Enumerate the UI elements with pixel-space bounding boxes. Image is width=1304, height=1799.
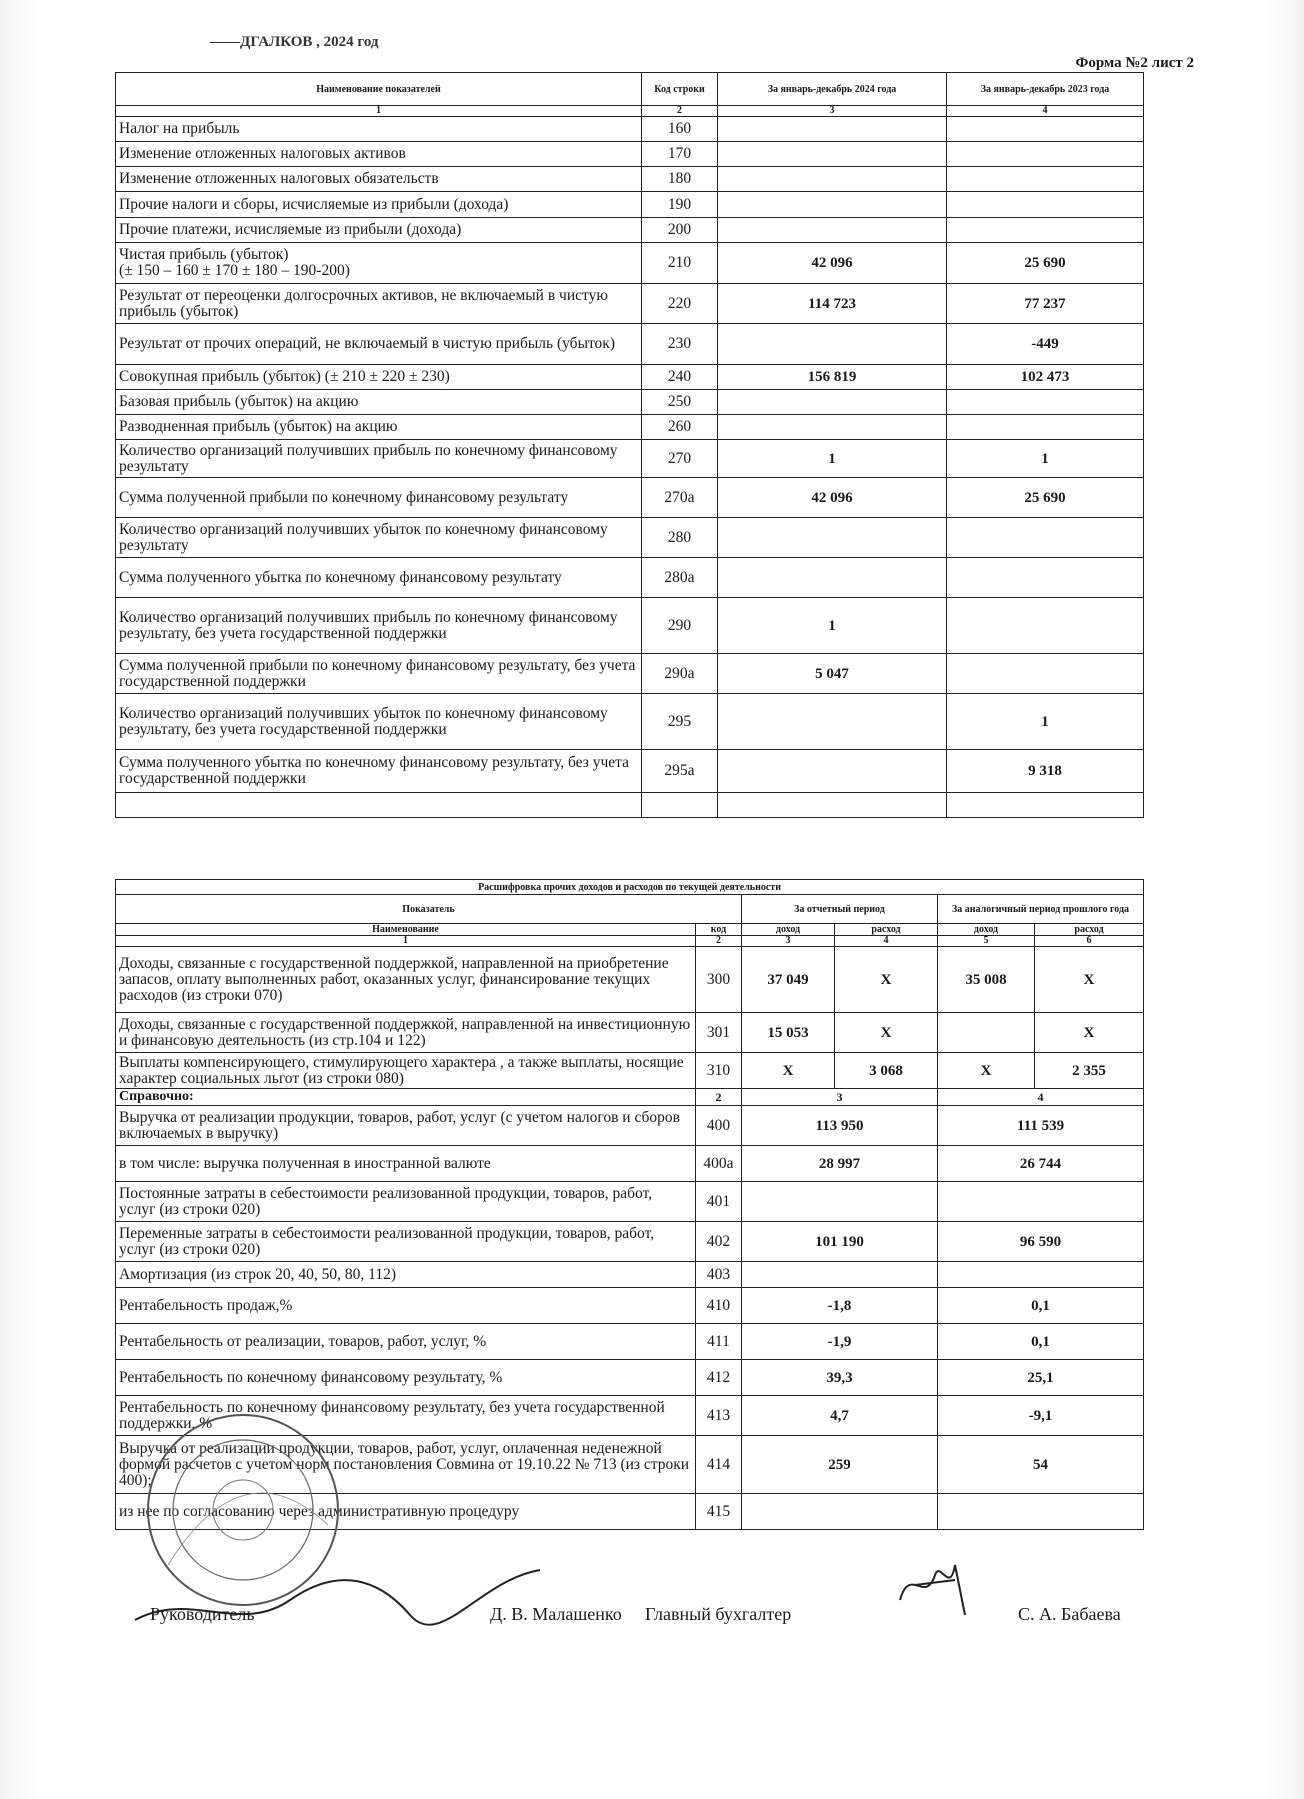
row-name: Сумма полученной прибыли по конечному финансовому результату	[116, 478, 642, 518]
value-2024	[718, 390, 947, 415]
row-name: Сумма полученного убытка по конечному финансовому результату	[116, 558, 642, 598]
row-code: 250	[642, 390, 718, 415]
subheader-prior-expense: расход	[1035, 924, 1144, 936]
table-row	[116, 947, 1144, 1013]
current-value: 259	[742, 1436, 938, 1494]
header-code: Код строки	[642, 73, 718, 106]
reference-row	[116, 1222, 1144, 1262]
company-period-line: ——ДГАЛКОВ , 2024 год	[210, 34, 379, 50]
row-code: 400	[696, 1106, 742, 1146]
row-name: Разводненная прибыль (убыток) на акцию	[116, 415, 642, 440]
row-code: 230	[642, 324, 718, 365]
current-income: Х	[742, 1053, 835, 1089]
value-2023	[947, 793, 1144, 818]
table-row	[116, 478, 1144, 518]
table-row	[116, 598, 1144, 654]
current-value: 28 997	[742, 1146, 938, 1182]
reference-index-current: 3	[742, 1089, 938, 1106]
value-2023	[947, 390, 1144, 415]
current-value	[742, 1262, 938, 1288]
table-row	[116, 1013, 1144, 1053]
prior-value	[938, 1494, 1144, 1530]
row-code: 170	[642, 142, 718, 167]
reference-label: Справочно:	[116, 1089, 696, 1106]
value-2024	[718, 167, 947, 192]
prior-value: 25,1	[938, 1360, 1144, 1396]
reference-row	[116, 1182, 1144, 1222]
row-code: 415	[696, 1494, 742, 1530]
prior-expense: Х	[1035, 947, 1144, 1013]
row-name: Выплаты компенсирующего, стимулирующего характера , а также выплаты, носящие характер социальных льгот (из строки 080)	[116, 1053, 696, 1089]
table-row	[116, 192, 1144, 218]
row-name: Изменение отложенных налоговых активов	[116, 142, 642, 167]
accountant-name: С. А. Бабаева	[1018, 1604, 1121, 1624]
table-row	[116, 324, 1144, 365]
director-name: Д. В. Малашенко	[490, 1604, 622, 1624]
header-indicator: Наименование показателей	[116, 73, 642, 106]
row-code: 310	[696, 1053, 742, 1089]
prior-value: 111 539	[938, 1106, 1144, 1146]
value-2024	[718, 415, 947, 440]
value-2023	[947, 654, 1144, 694]
row-code: 301	[696, 1013, 742, 1053]
row-code: 290	[642, 598, 718, 654]
table-row	[116, 243, 1144, 284]
row-code: 290а	[642, 654, 718, 694]
value-2024	[718, 558, 947, 598]
value-2023	[947, 117, 1144, 142]
prior-value: 96 590	[938, 1222, 1144, 1262]
row-name: в том числе: выручка полученная в иностранной валюте	[116, 1146, 696, 1182]
table-row	[116, 218, 1144, 243]
row-code: 260	[642, 415, 718, 440]
current-value: -1,8	[742, 1288, 938, 1324]
value-2023	[947, 598, 1144, 654]
row-name: Базовая прибыль (убыток) на акцию	[116, 390, 642, 415]
value-2023	[947, 218, 1144, 243]
header-2023: За январь-декабрь 2023 года	[947, 73, 1144, 106]
row-name: Сумма полученной прибыли по конечному финансовому результату, без учета государственной поддержки	[116, 654, 642, 694]
row-name: Прочие налоги и сборы, исчисляемые из прибыли (дохода)	[116, 192, 642, 218]
value-2023: 1	[947, 694, 1144, 750]
prior-value: 26 744	[938, 1146, 1144, 1182]
prior-expense: 2 355	[1035, 1053, 1144, 1089]
table-row	[116, 142, 1144, 167]
table-row	[116, 558, 1144, 598]
row-name: Выручка от реализации продукции, товаров, работ, услуг, оплаченная неденежной формой расчетов с учетом норм постановления Совмина от 19.10.22 № 713 (из строки 400);	[116, 1436, 696, 1494]
row-code: 410	[696, 1288, 742, 1324]
row-code: 400а	[696, 1146, 742, 1182]
row-code: 414	[696, 1436, 742, 1494]
header-prior-period: За аналогичный период прошлого года	[938, 895, 1144, 924]
value-2023: 1	[947, 440, 1144, 478]
row-name: Рентабельность по конечному финансовому результату, %	[116, 1360, 696, 1396]
subheader-current-income: доход	[742, 924, 835, 936]
row-code: 413	[696, 1396, 742, 1436]
prior-expense: Х	[1035, 1013, 1144, 1053]
current-value	[742, 1494, 938, 1530]
reference-row	[116, 1146, 1144, 1182]
row-name: из нее по согласованию через административную процедуру	[116, 1494, 696, 1530]
subheader-prior-income: доход	[938, 924, 1035, 936]
director-label: Руководитель	[150, 1604, 255, 1624]
value-2024: 42 096	[718, 243, 947, 284]
index-row: 1 2 3 4	[116, 106, 1144, 117]
row-name: Прочие платежи, исчисляемые из прибыли (дохода)	[116, 218, 642, 243]
row-name: Результат от прочих операций, не включаемый в чистую прибыль (убыток)	[116, 324, 642, 365]
value-2024: 5 047	[718, 654, 947, 694]
prior-income	[938, 1013, 1035, 1053]
row-code: 210	[642, 243, 718, 284]
value-2024	[718, 117, 947, 142]
row-code: 240	[642, 365, 718, 390]
table-row	[116, 440, 1144, 478]
row-code: 280а	[642, 558, 718, 598]
value-2024	[718, 694, 947, 750]
current-value: -1,9	[742, 1324, 938, 1360]
value-2023	[947, 415, 1144, 440]
table2-title: Расшифровка прочих доходов и расходов по текущей деятельности	[116, 880, 1144, 895]
row-name	[116, 793, 642, 818]
current-value: 4,7	[742, 1396, 938, 1436]
value-2023: -449	[947, 324, 1144, 365]
value-2023: 9 318	[947, 750, 1144, 793]
prior-income: Х	[938, 1053, 1035, 1089]
row-code: 160	[642, 117, 718, 142]
table-row	[116, 1053, 1144, 1089]
table-row	[116, 694, 1144, 750]
row-code: 401	[696, 1182, 742, 1222]
table-row	[116, 750, 1144, 793]
row-name: Доходы, связанные с государственной поддержкой, направленной на приобретение запасов, оплату выполненных работ, оказанных услуг, финансирование текущих расходов (из строки 070)	[116, 947, 696, 1013]
subheader-current-expense: расход	[835, 924, 938, 936]
prior-value	[938, 1262, 1144, 1288]
accountant-label: Главный бухгалтер	[645, 1604, 792, 1624]
row-code: 411	[696, 1324, 742, 1360]
reference-index-prior: 4	[938, 1089, 1144, 1106]
row-code: 295а	[642, 750, 718, 793]
row-name: Рентабельность по конечному финансовому результату, без учета государственной поддержки, %	[116, 1396, 696, 1436]
row-code: 220	[642, 284, 718, 324]
row-code: 295	[642, 694, 718, 750]
table-row	[116, 117, 1144, 142]
value-2024: 114 723	[718, 284, 947, 324]
row-name: Совокупная прибыль (убыток) (± 210 ± 220 ± 230)	[116, 365, 642, 390]
row-name: Амортизация (из строк 20, 40, 50, 80, 112)	[116, 1262, 696, 1288]
current-expense: Х	[835, 1013, 938, 1053]
reference-header-row	[116, 1089, 1144, 1106]
row-code: 300	[696, 947, 742, 1013]
row-code: 180	[642, 167, 718, 192]
value-2024: 42 096	[718, 478, 947, 518]
row-name: Выручка от реализации продукции, товаров, работ, услуг (с учетом налогов и сборов включаемых в выручку)	[116, 1106, 696, 1146]
table-row	[116, 654, 1144, 694]
row-code: 412	[696, 1360, 742, 1396]
row-name: Результат от переоценки долгосрочных активов, не включаемый в чистую прибыль (убыток)	[116, 284, 642, 324]
current-expense: Х	[835, 947, 938, 1013]
value-2024	[718, 518, 947, 558]
header-2024: За январь-декабрь 2024 года	[718, 73, 947, 106]
current-value: 113 950	[742, 1106, 938, 1146]
value-2023	[947, 192, 1144, 218]
current-income: 37 049	[742, 947, 835, 1013]
row-code: 402	[696, 1222, 742, 1262]
prior-income: 35 008	[938, 947, 1035, 1013]
reference-row	[116, 1262, 1144, 1288]
subheader-name: Наименование	[116, 924, 696, 936]
income-statement-table	[115, 72, 1144, 818]
table-row	[116, 365, 1144, 390]
value-2024	[718, 750, 947, 793]
row-name: Рентабельность продаж,%	[116, 1288, 696, 1324]
row-code: 403	[696, 1262, 742, 1288]
value-2024: 156 819	[718, 365, 947, 390]
value-2024	[718, 793, 947, 818]
row-name: Сумма полученного убытка по конечному финансовому результату, без учета государственной поддержки	[116, 750, 642, 793]
table-row	[116, 793, 1144, 818]
value-2023: 25 690	[947, 243, 1144, 284]
director-signature-icon	[130, 1560, 550, 1640]
row-code: 280	[642, 518, 718, 558]
reference-row	[116, 1324, 1144, 1360]
current-income: 15 053	[742, 1013, 835, 1053]
reference-row	[116, 1288, 1144, 1324]
row-name: Чистая прибыль (убыток) (± 150 – 160 ± 170 ± 180 – 190-200)	[116, 243, 642, 284]
table-row	[116, 390, 1144, 415]
value-2024: 1	[718, 598, 947, 654]
prior-value: -9,1	[938, 1396, 1144, 1436]
header-indicator-2: Показатель	[116, 895, 742, 924]
row-code: 200	[642, 218, 718, 243]
value-2023: 77 237	[947, 284, 1144, 324]
current-value: 101 190	[742, 1222, 938, 1262]
table-row	[116, 518, 1144, 558]
value-2023: 102 473	[947, 365, 1144, 390]
prior-value: 54	[938, 1436, 1144, 1494]
table-row	[116, 167, 1144, 192]
accountant-signature-icon	[895, 1545, 975, 1625]
form-label: Форма №2 лист 2	[1075, 55, 1194, 71]
prior-value: 0,1	[938, 1324, 1144, 1360]
value-2023	[947, 142, 1144, 167]
prior-value: 0,1	[938, 1288, 1144, 1324]
row-name: Постоянные затраты в себестоимости реализованной продукции, товаров, работ, услуг (из строки 020)	[116, 1182, 696, 1222]
row-name: Количество организаций получивших прибыль по конечному финансовому результату	[116, 440, 642, 478]
reference-row	[116, 1360, 1144, 1396]
value-2024	[718, 192, 947, 218]
reference-row	[116, 1106, 1144, 1146]
value-2023: 25 690	[947, 478, 1144, 518]
row-name: Количество организаций получивших убыток по конечному финансовому результату, без учета государственной поддержки	[116, 694, 642, 750]
row-name: Количество организаций получивших прибыль по конечному финансовому результату, без учета государственной поддержки	[116, 598, 642, 654]
index-row-2: 1 2 3 4 5 6	[116, 936, 1144, 947]
header-current-period: За отчетный период	[742, 895, 938, 924]
row-code: 190	[642, 192, 718, 218]
value-2023	[947, 558, 1144, 598]
value-2024	[718, 218, 947, 243]
current-expense: 3 068	[835, 1053, 938, 1089]
value-2024	[718, 142, 947, 167]
row-name: Рентабельность от реализации, товаров, работ, услуг, %	[116, 1324, 696, 1360]
row-code: 270а	[642, 478, 718, 518]
value-2023	[947, 167, 1144, 192]
row-name: Количество организаций получивших убыток по конечному финансовому результату	[116, 518, 642, 558]
row-name: Налог на прибыль	[116, 117, 642, 142]
value-2024: 1	[718, 440, 947, 478]
current-value: 39,3	[742, 1360, 938, 1396]
row-code: 270	[642, 440, 718, 478]
value-2024	[718, 324, 947, 365]
current-value	[742, 1182, 938, 1222]
subheader-code: код	[696, 924, 742, 936]
table-row	[116, 415, 1144, 440]
value-2023	[947, 518, 1144, 558]
table-row	[116, 284, 1144, 324]
row-name: Доходы, связанные с государственной поддержкой, направленной на инвестиционную и финансовую деятельность (из стр.104 и 122)	[116, 1013, 696, 1053]
row-code	[642, 793, 718, 818]
reference-index-code: 2	[696, 1089, 742, 1106]
prior-value	[938, 1182, 1144, 1222]
row-name: Изменение отложенных налоговых обязательств	[116, 167, 642, 192]
row-name: Переменные затраты в себестоимости реализованной продукции, товаров, работ, услуг (из строки 020)	[116, 1222, 696, 1262]
